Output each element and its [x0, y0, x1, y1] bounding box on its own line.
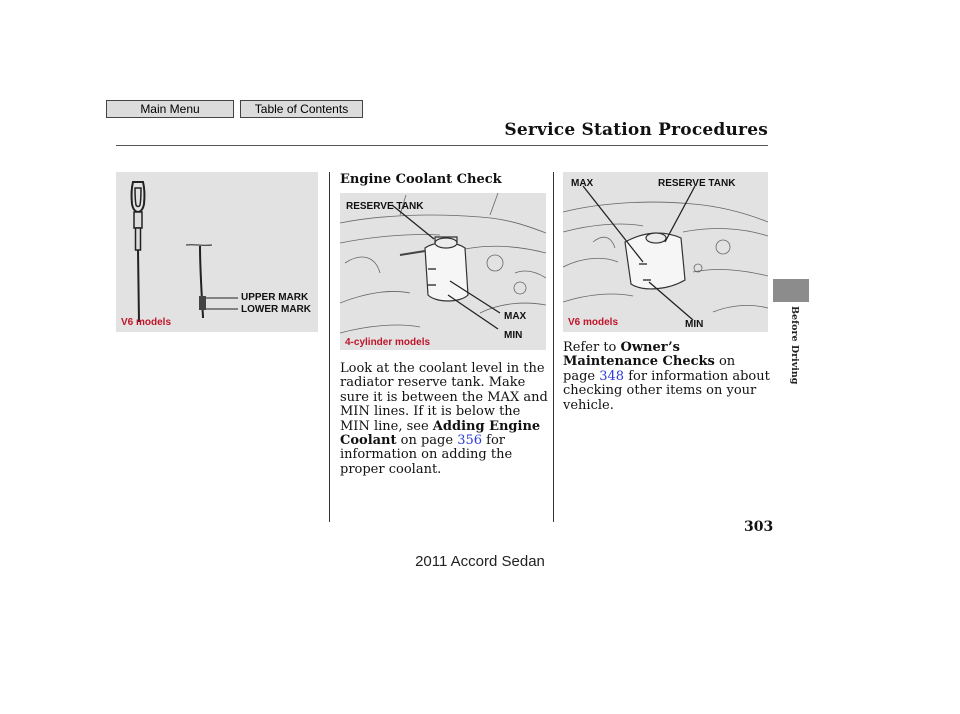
upper-mark-label: UPPER MARK — [241, 292, 309, 303]
section-tab-marker — [773, 279, 809, 302]
engine-bay-illustration — [340, 193, 546, 350]
engine-bay-illustration — [563, 172, 768, 332]
main-menu-button[interactable]: Main Menu — [106, 100, 234, 118]
maintenance-reference-paragraph: Refer to Owner’s Maintenance Checks on page 348 for information about checking other items on your vehicle. — [563, 340, 770, 413]
section-heading: Engine Coolant Check — [340, 172, 502, 187]
reserve-tank-figure-v6 — [563, 172, 768, 332]
footer-model-name: 2011 Accord Sedan — [415, 553, 545, 570]
table-of-contents-button[interactable]: Table of Contents — [240, 100, 363, 118]
lower-mark-label: LOWER MARK — [241, 304, 311, 315]
min-label: MIN — [504, 330, 523, 341]
reserve-tank-label: RESERVE TANK — [346, 201, 424, 212]
reserve-tank-label: RESERVE TANK — [658, 178, 736, 189]
header-divider — [116, 145, 768, 146]
page-number: 303 — [744, 519, 774, 535]
owners-maintenance-checks-reference: Owner’s Maintenance Checks — [563, 340, 715, 370]
max-label: MAX — [571, 178, 594, 189]
figure-caption: V6 models — [121, 317, 172, 328]
section-tab-label: Before Driving — [789, 306, 800, 385]
column-divider-right — [553, 172, 554, 522]
figure-caption: V6 models — [568, 317, 619, 328]
page-link-356[interactable]: 356 — [457, 433, 483, 449]
max-label: MAX — [504, 311, 527, 322]
coolant-check-paragraph: Look at the coolant level in the radiator reserve tank. Make sure it is between the MAX and MIN lines. If it is below the MIN line, see Adding Engine Coolant on page 356 for information on adding the proper coolant. — [340, 361, 548, 477]
page-title: Service Station Procedures — [504, 120, 768, 140]
dipstick-figure — [116, 172, 318, 332]
figure-caption: 4-cylinder models — [345, 337, 431, 348]
min-label: MIN — [685, 319, 704, 330]
adding-engine-coolant-reference: Adding Engine Coolant — [340, 418, 541, 449]
column-divider-left — [329, 172, 330, 522]
reserve-tank-figure-4cyl — [340, 193, 546, 350]
page-link-348[interactable]: 348 — [599, 368, 625, 384]
